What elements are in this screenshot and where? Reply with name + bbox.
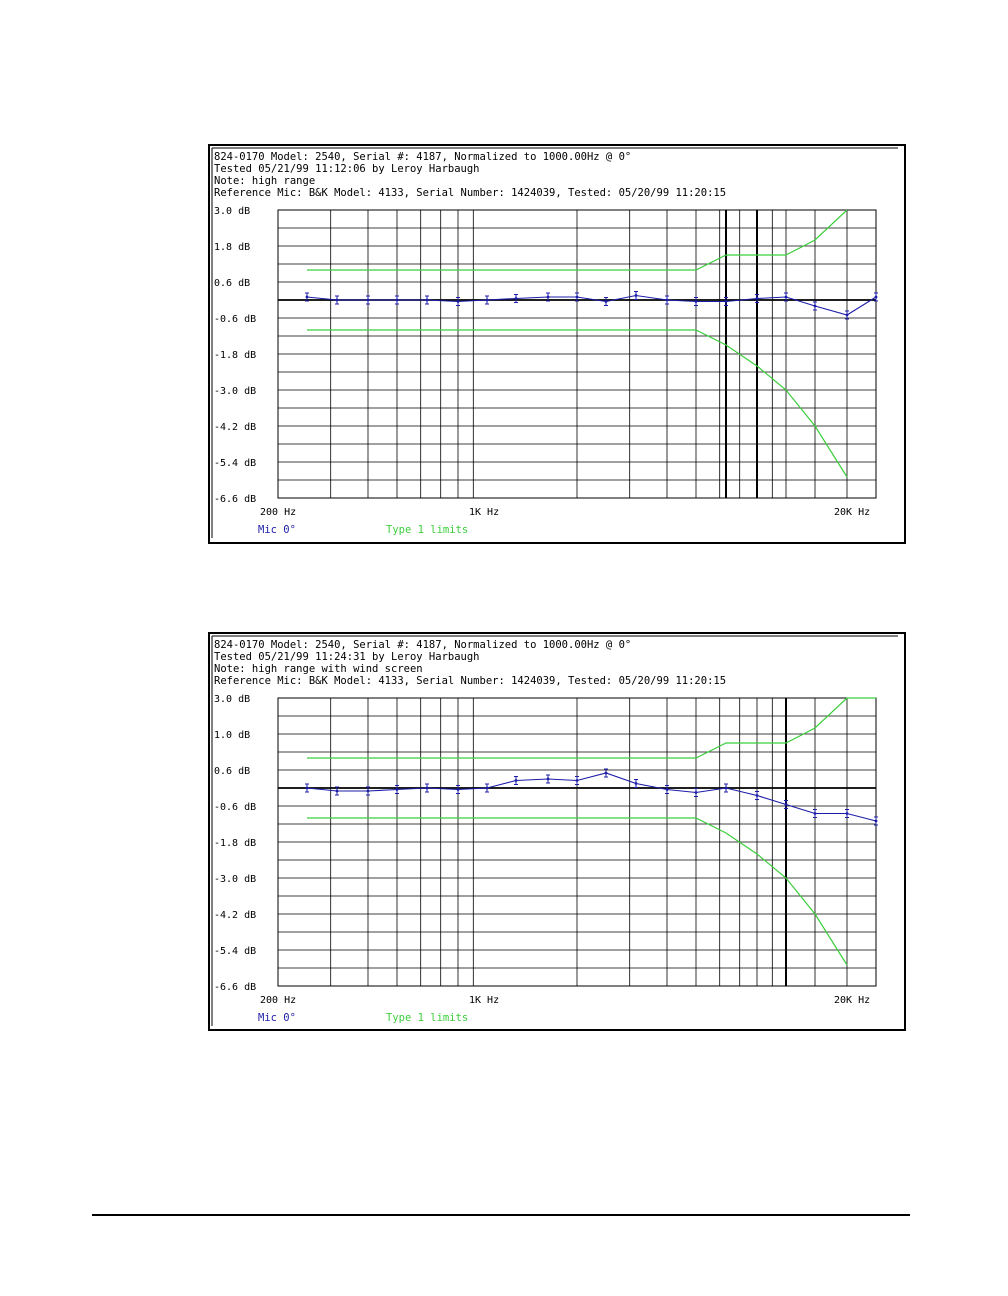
data-point [395,296,399,304]
data-point-marker [814,812,817,815]
y-tick-label: -0.6 dB [214,802,257,813]
data-point-marker [875,820,878,823]
legend-series: Mic 0° [258,524,296,536]
data-point [485,296,489,304]
data-point-marker [457,300,460,303]
header-line-2: Tested 05/21/99 11:24:31 by Leroy Harbaugh [214,651,480,663]
x-tick-label: 20K Hz [834,507,871,518]
data-point [456,298,460,306]
series-line [307,773,876,821]
data-point-marker [695,791,698,794]
data-point-marker [306,787,309,790]
y-tick-label: 0.6 dB [214,766,251,777]
y-tick-label: 1.0 dB [214,730,251,741]
data-point-marker [426,787,429,790]
limit-line-upper [307,698,876,758]
data-point-marker [846,314,849,317]
data-point [366,296,370,304]
header-line-3: Note: high range with wind screen [214,663,423,675]
data-point-marker [396,788,399,791]
y-tick-label: -4.2 dB [214,910,257,921]
data-point-marker [725,300,728,303]
y-tick-label: -0.6 dB [214,314,257,325]
header-line-1: 824-0170 Model: 2540, Serial #: 4187, Normalized to 1000.00Hz @ 0° [214,639,632,651]
data-point [395,786,399,794]
chart-panel-1 [208,144,906,544]
x-tick-label: 1K Hz [468,507,500,518]
x-tick-label: 200 Hz [260,995,297,1006]
y-tick-label: 3.0 dB [214,206,251,217]
y-tick-label: -5.4 dB [214,946,257,957]
data-point-marker [367,299,370,302]
data-point-marker [515,297,518,300]
data-point-marker [725,787,728,790]
legend-series: Mic 0° [258,1012,296,1024]
data-point-marker [846,812,849,815]
series-line [307,296,876,316]
data-point-marker [756,794,759,797]
header-line-1: 824-0170 Model: 2540, Serial #: 4187, Normalized to 1000.00Hz @ 0° [214,151,632,163]
data-point-marker [695,300,698,303]
data-point-marker [756,297,759,300]
data-point-marker [515,779,518,782]
data-point-marker [457,788,460,791]
data-point-marker [785,296,788,299]
header-line-2: Tested 05/21/99 11:12:06 by Leroy Harbaugh [214,163,480,175]
data-point-marker [306,296,309,299]
y-tick-label: -6.6 dB [214,982,257,993]
y-tick-label: -1.8 dB [214,350,257,361]
x-tick-label: 1K Hz [468,995,500,1006]
y-tick-label: -3.0 dB [214,386,257,397]
data-point-marker [336,790,339,793]
data-point-marker [635,782,638,785]
data-point-marker [605,300,608,303]
data-point [456,786,460,794]
data-point-marker [486,787,489,790]
data-point-marker [576,779,579,782]
header-line-3: Note: high range [214,175,316,187]
data-point-marker [875,296,878,299]
y-tick-label: 0.6 dB [214,278,251,289]
frequency-response-chart-2 [210,634,904,1029]
frequency-response-chart-1 [210,146,904,542]
y-tick-label: -3.0 dB [214,874,257,885]
x-tick-label: 20K Hz [834,995,871,1006]
data-point-marker [547,296,550,299]
data-point-marker [486,299,489,302]
data-point-marker [367,790,370,793]
data-point-marker [814,305,817,308]
data-point-marker [666,788,669,791]
y-tick-label: -1.8 dB [214,838,257,849]
data-point-marker [635,294,638,297]
y-tick-label: 3.0 dB [214,694,251,705]
data-point-marker [666,299,669,302]
y-tick-label: 1.8 dB [214,242,251,253]
data-point-marker [336,299,339,302]
data-point [485,784,489,792]
legend-limits: Type 1 limits [386,1012,469,1024]
chart-panel-2 [208,632,906,1031]
data-point-marker [426,299,429,302]
data-point-marker [785,803,788,806]
x-tick-label: 200 Hz [260,507,297,518]
data-point-marker [605,772,608,775]
footer-rule [92,1214,910,1216]
y-tick-label: -6.6 dB [214,494,257,505]
legend-limits: Type 1 limits [386,524,469,536]
y-tick-label: -5.4 dB [214,458,257,469]
data-point-marker [396,299,399,302]
header-line-4: Reference Mic: B&K Model: 4133, Serial Number: 1424039, Tested: 05/20/99 11:20:15 [214,675,727,687]
data-point-marker [576,296,579,299]
data-point-marker [547,778,550,781]
header-line-4: Reference Mic: B&K Model: 4133, Serial Number: 1424039, Tested: 05/20/99 11:20:15 [214,187,727,199]
y-tick-label: -4.2 dB [214,422,257,433]
